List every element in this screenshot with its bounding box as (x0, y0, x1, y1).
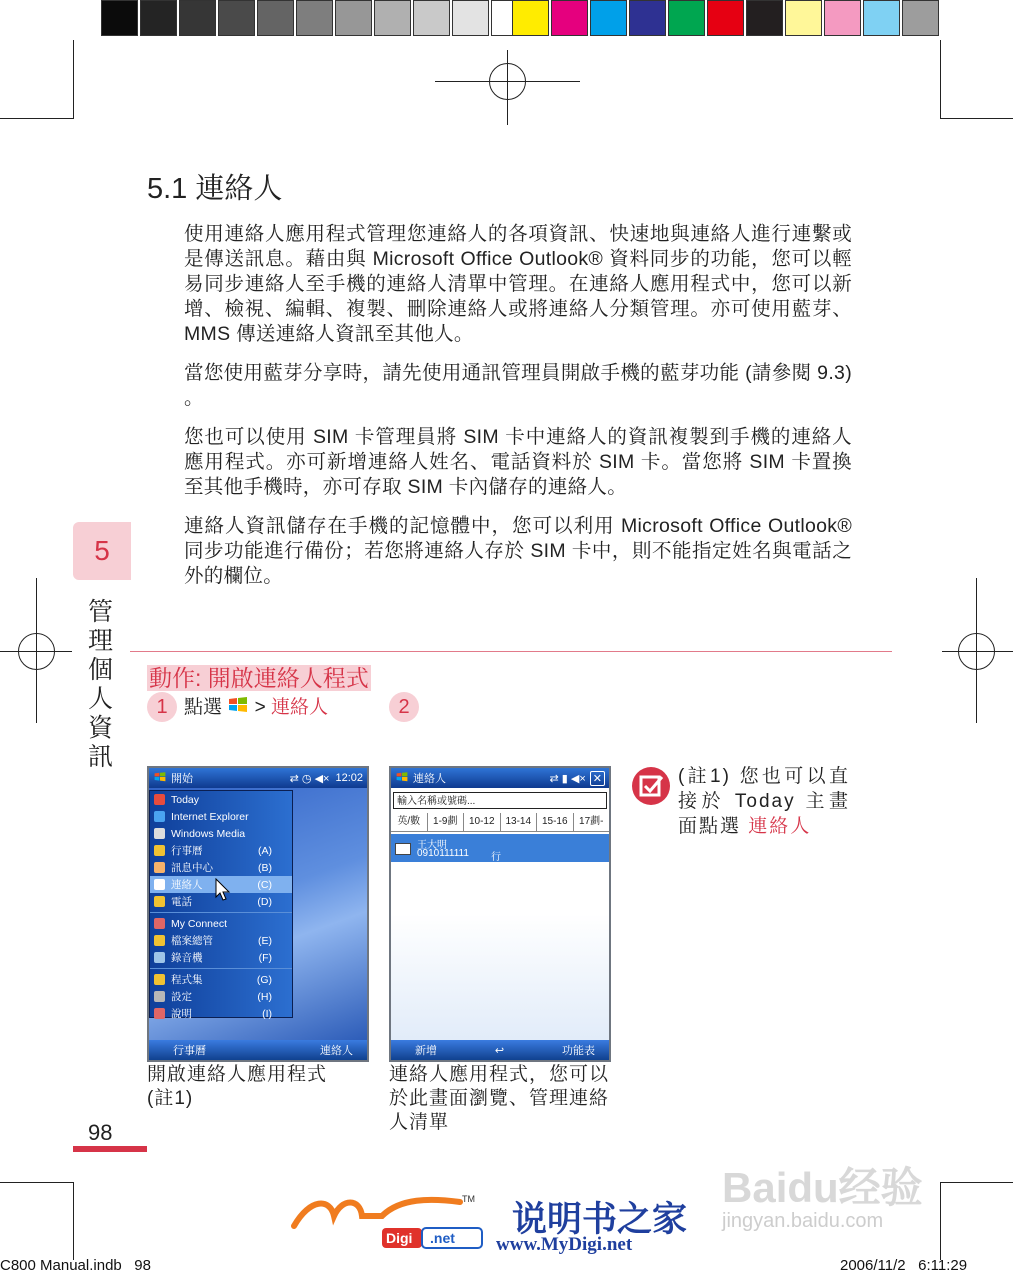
menu-item-key: (B) (258, 861, 272, 874)
menu-item-label: Internet Explorer (171, 810, 249, 823)
media-icon (154, 828, 165, 839)
color-swatch (335, 0, 372, 36)
watermark-url: jingyan.baidu.com (722, 1210, 884, 1232)
menu-item-label: My Connect (171, 917, 228, 930)
help-icon (154, 1008, 165, 1019)
color-swatch (707, 0, 744, 36)
soft-key-right[interactable]: 功能表 (562, 1045, 595, 1057)
note-link: 連絡人 (748, 816, 812, 837)
menu-item-label: 連絡人 (171, 879, 203, 891)
crop-mark (0, 118, 74, 119)
color-swatch (179, 0, 216, 36)
color-swatch (824, 0, 861, 36)
window-title: 開始 (171, 773, 193, 785)
windows-flag-icon (395, 771, 409, 786)
crop-mark (940, 1182, 1013, 1183)
watermark-brand: Baidu经验 (722, 1164, 923, 1211)
color-swatch (902, 0, 939, 36)
folder-icon (154, 935, 165, 946)
status-icons: ⇄ ▮ ◀× (549, 772, 586, 785)
grayscale-color-bar (101, 0, 530, 37)
close-icon[interactable]: ✕ (590, 771, 605, 786)
step1-target: 連絡人 (270, 697, 328, 718)
menu-item[interactable] (150, 915, 292, 932)
windows-flag-icon (227, 695, 249, 721)
crop-mark (73, 1182, 74, 1260)
internet-explorer-icon (154, 811, 165, 822)
color-swatch (452, 0, 489, 36)
chapter-title-vertical: 管理個人資訊 (88, 598, 114, 771)
action-prefix: 動作 (149, 665, 195, 691)
color-swatch (785, 0, 822, 36)
color-swatch (512, 0, 549, 36)
contact-phone: 0910111111 (417, 848, 469, 859)
logo-tm: TM (462, 1194, 475, 1204)
menu-item[interactable] (150, 988, 292, 1005)
step-number: 1 (147, 692, 177, 722)
note-check-icon (631, 766, 671, 811)
crop-mark (940, 40, 941, 118)
tab[interactable]: 15-16 (537, 813, 574, 831)
undo-icon[interactable]: ↩ (494, 1044, 505, 1057)
menu-item-key: (G) (256, 973, 272, 986)
color-swatch (140, 0, 177, 36)
contacts-icon (154, 879, 165, 890)
menu-item[interactable] (150, 791, 292, 808)
menu-item-label: Today (171, 793, 200, 806)
soft-key-left[interactable]: 新增 (415, 1045, 437, 1057)
menu-separator (150, 912, 292, 913)
screenshot-start-menu (147, 766, 369, 1062)
menu-item[interactable] (150, 932, 292, 949)
cmyk-color-bar (512, 0, 941, 37)
section-heading: 5.1 連絡人 (147, 173, 283, 205)
menu-item[interactable] (150, 842, 292, 859)
color-swatch (629, 0, 666, 36)
tab[interactable]: 英/數 (391, 813, 428, 831)
contact-card-icon (395, 843, 411, 855)
paragraph: 當您使用藍芽分享時，請先使用通訊管理員開啟手機的藍芽功能 (請參閱 9.3) 。 (184, 362, 852, 409)
menu-item[interactable] (150, 971, 292, 988)
logo-net: .net (430, 1230, 455, 1246)
menu-item[interactable] (150, 825, 292, 842)
menu-item-label: 說明 (171, 1008, 192, 1020)
today-icon (154, 794, 165, 805)
menu-item[interactable] (150, 808, 292, 825)
menu-item[interactable] (150, 949, 292, 966)
note-body: (註1) 您也可以直接於 Today 主畫面點選 (678, 766, 850, 837)
color-swatch (590, 0, 627, 36)
recorder-icon (154, 952, 165, 963)
menu-item-key: (F) (258, 951, 272, 964)
color-swatch (218, 0, 255, 36)
caption: 連絡人應用程式，您可以於此畫面瀏覽、管理連絡人清單 (389, 1064, 610, 1133)
mydigi-logo (290, 1188, 490, 1253)
soft-key-right[interactable]: 連絡人 (320, 1045, 353, 1057)
step1-separator: > (254, 697, 266, 718)
menu-item[interactable] (150, 859, 292, 876)
menu-item-key: (I) (262, 1007, 272, 1020)
menu-item-label: 訊息中心 (171, 862, 213, 874)
menu-item-label: Windows Media (171, 827, 246, 840)
paragraph: 連絡人資訊儲存在手機的記憶體中，您可以利用 Microsoft Office Outlook® 同步功能進行備份；若您將連絡人存於 SIM 卡中，則不能指定姓名與電話之外的欄位。 (184, 515, 852, 587)
menu-separator (150, 968, 292, 969)
color-swatch (257, 0, 294, 36)
page-number-bar (73, 1146, 147, 1152)
color-swatch (746, 0, 783, 36)
logo-digi: Digi (386, 1230, 413, 1246)
menu-item-label: 程式集 (171, 974, 203, 986)
settings-icon (154, 991, 165, 1002)
paragraph: 您也可以使用 SIM 卡管理員將 SIM 卡中連絡人的資訊複製到手機的連絡人應用程式。亦可新增連絡人姓名、電話資料於 SIM 卡。當您將 SIM 卡置換至其他手機時，亦可存取 SIM 卡內儲存的連絡人。 (184, 426, 852, 498)
action-label: : 開啟連絡人程式 (195, 665, 369, 691)
registration-circle (958, 633, 995, 670)
chapter-tab: 5 (73, 522, 131, 580)
menu-item-label: 電話 (171, 896, 192, 908)
contact-name: 王大明 (417, 840, 447, 851)
page-number: 98 (88, 1120, 113, 1145)
screenshot-contacts (389, 766, 611, 1062)
contact-phone-type: 行 (491, 852, 501, 863)
color-swatch (296, 0, 333, 36)
crop-mark (0, 1182, 74, 1183)
windows-flag-icon (153, 771, 167, 786)
caption: 開啟連絡人應用程式 (註1) (147, 1064, 328, 1109)
title-bar (391, 768, 609, 788)
footer-page: 98 (134, 1257, 151, 1274)
tab[interactable]: 10-12 (464, 813, 501, 831)
menu-item-label: 行事曆 (171, 845, 203, 857)
footer-date: 2006/11/2 (840, 1257, 906, 1274)
color-swatch (374, 0, 411, 36)
color-swatch (668, 0, 705, 36)
footer-filename: C800 Manual.indb (0, 1257, 122, 1274)
menu-item-label: 設定 (171, 991, 192, 1003)
cursor-arrow-icon (215, 878, 231, 905)
logo-cn-text: 说明书之家 (512, 1199, 688, 1240)
footer-file (0, 1257, 151, 1274)
menu-item-key: (E) (258, 934, 272, 947)
tab[interactable]: 17劃- (579, 816, 604, 827)
tab[interactable]: 13-14 (501, 813, 538, 831)
status-icons: ⇄ ◷ ◀× (289, 772, 330, 785)
tab[interactable]: 1-9劃 (428, 813, 465, 831)
menu-item-label: 檔案總管 (171, 935, 213, 947)
search-input[interactable]: 輸入名稱或號碼... (393, 792, 607, 809)
crop-mark (940, 1182, 941, 1260)
color-swatch (413, 0, 450, 36)
step1-text: 點選 (184, 697, 223, 718)
step-number: 2 (389, 692, 419, 722)
footer-timestamp (840, 1257, 967, 1274)
soft-key-bar (391, 1040, 609, 1060)
menu-item-key: (H) (257, 990, 272, 1003)
note-text (678, 764, 850, 839)
color-swatch (863, 0, 900, 36)
color-swatch (101, 0, 138, 36)
menu-item-label: 錄音機 (171, 952, 203, 964)
menu-item-key: (A) (258, 844, 272, 857)
my-connect-icon (154, 918, 165, 929)
color-swatch (551, 0, 588, 36)
menu-item-key: (D) (257, 895, 272, 908)
menu-item-key: (C) (257, 878, 272, 891)
crop-mark (940, 118, 1013, 119)
title-bar (149, 768, 367, 788)
soft-key-left[interactable]: 行事曆 (173, 1045, 206, 1057)
footer-time: 6:11:29 (918, 1257, 968, 1274)
step1-instruction (184, 692, 328, 721)
section-divider (130, 651, 892, 652)
contact-row[interactable] (391, 834, 609, 862)
phone-icon (154, 896, 165, 907)
action-title (147, 660, 371, 693)
window-title: 連絡人 (413, 773, 446, 785)
registration-circle (489, 63, 526, 100)
menu-item[interactable] (150, 1005, 292, 1022)
letter-tabs (391, 813, 609, 832)
paragraph: 使用連絡人應用程式管理您連絡人的各項資訊、快速地與連絡人進行連繫或是傳送訊息。藉由與 Microsoft Office Outlook® 資料同步的功能，您可以輕易同步連絡人至手機的連絡人清單中管理。在連絡人應用程式中，您可以新增、檢視、編輯、複製、刪除連絡人或將連絡人分類管理。亦可使用藍芽、MMS 傳送連絡人資訊至其他人。 (184, 223, 852, 345)
programs-icon (154, 974, 165, 985)
logo-url: www.MyDigi.net (496, 1234, 633, 1255)
messaging-icon (154, 862, 165, 873)
crop-mark (73, 40, 74, 118)
registration-circle (18, 633, 55, 670)
calendar-icon (154, 845, 165, 856)
soft-key-bar (149, 1040, 367, 1060)
clock: 12:02 (335, 772, 363, 784)
